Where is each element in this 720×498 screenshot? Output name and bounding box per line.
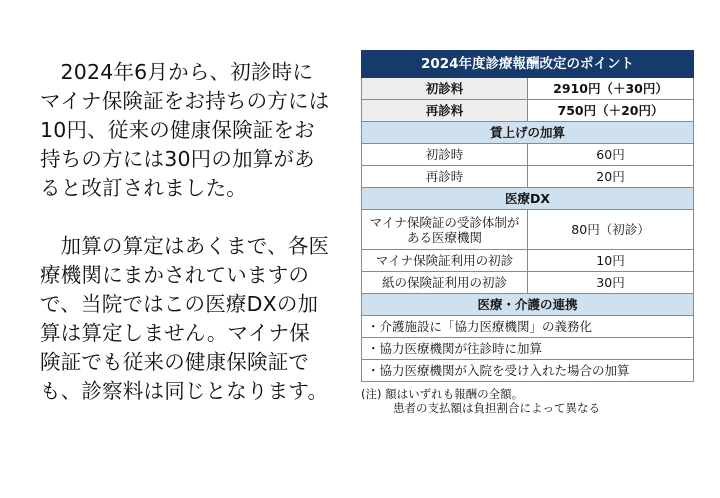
table-row bbox=[362, 250, 694, 272]
table-row bbox=[362, 338, 694, 360]
row-label: マイナ保険証利用の初診 bbox=[362, 250, 528, 272]
table-row bbox=[362, 210, 694, 250]
fee-revision-panel bbox=[361, 50, 693, 415]
row-value: 20円 bbox=[528, 166, 694, 188]
table-row bbox=[362, 272, 694, 294]
table-row bbox=[362, 166, 694, 188]
table-title: 2024年度診療報酬改定のポイント bbox=[362, 51, 694, 78]
row-label: 再診時 bbox=[362, 166, 528, 188]
table-row bbox=[362, 100, 694, 122]
care-item: ・協力医療機関が往診時に加算 bbox=[362, 338, 694, 360]
row-label: 再診料 bbox=[362, 100, 528, 122]
table-row bbox=[362, 360, 694, 382]
fee-revision-table bbox=[361, 50, 694, 382]
row-label: マイナ保険証の受診体制がある医療機関 bbox=[362, 210, 528, 250]
row-value: 60円 bbox=[528, 144, 694, 166]
row-value: 30円 bbox=[528, 272, 694, 294]
section-header-dx: 医療DX bbox=[362, 188, 694, 210]
paragraph-1: 2024年6月から、初診時にマイナ保険証をお持ちの方には10円、従来の健康保険証をお持ちの方には30円の加算があると改訂されました。 bbox=[40, 60, 330, 200]
explanation-text bbox=[40, 58, 330, 406]
row-value: 750円（＋20円） bbox=[528, 100, 694, 122]
row-value: 2910円（＋30円） bbox=[528, 78, 694, 100]
row-label: 初診時 bbox=[362, 144, 528, 166]
section-header-care: 医療・介護の連携 bbox=[362, 294, 694, 316]
row-label: 紙の保険証利用の初診 bbox=[362, 272, 528, 294]
note-line-1: (注) 額はいずれも報酬の全額。 bbox=[361, 387, 524, 401]
care-item: ・介護施設に「協力医療機関」の義務化 bbox=[362, 316, 694, 338]
row-label: 初診料 bbox=[362, 78, 528, 100]
paragraph-2: 加算の算定はあくまで、各医療機関にまかされていますので、当院ではこの医療DXの加算は算定しません。マイナ保険証でも従来の健康保険証でも、診察料は同じとなります。 bbox=[40, 234, 330, 403]
row-value: 80円（初診） bbox=[528, 210, 694, 250]
table-note bbox=[361, 387, 693, 415]
section-header-wage: 賃上げの加算 bbox=[362, 122, 694, 144]
row-value: 10円 bbox=[528, 250, 694, 272]
table-row bbox=[362, 316, 694, 338]
care-item: ・協力医療機関が入院を受け入れた場合の加算 bbox=[362, 360, 694, 382]
note-line-2: 患者の支払額は負担割合によって異なる bbox=[393, 401, 600, 415]
table-row bbox=[362, 144, 694, 166]
table-row bbox=[362, 78, 694, 100]
